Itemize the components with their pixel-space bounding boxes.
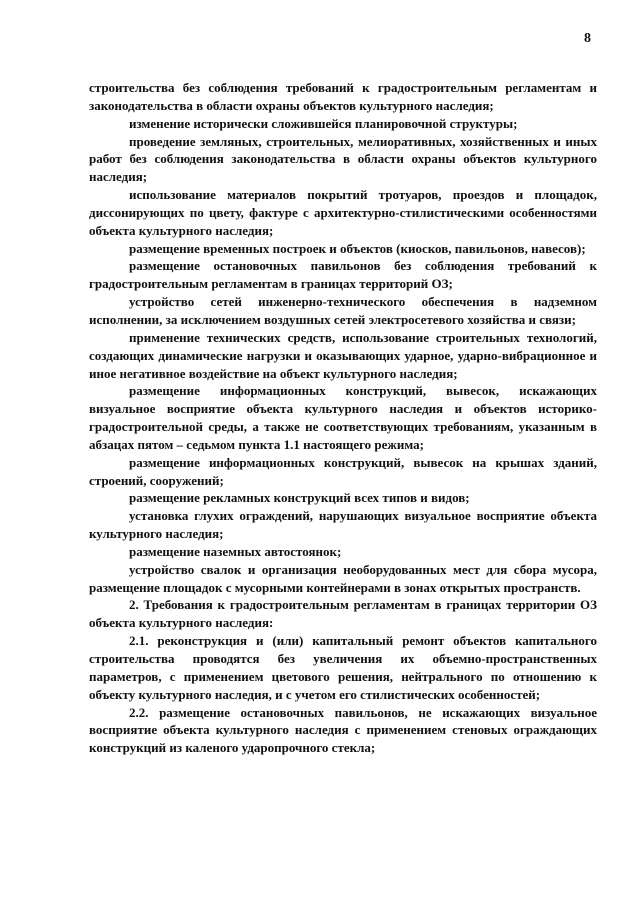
page-number: 8 — [584, 31, 591, 46]
list-item: применение технических средств, использование строительных технологий, создающих динамические нагрузки и оказывающих ударное, ударно-вибрационное и иное негативное воздействие на объект культурного наследия; — [89, 329, 597, 381]
list-item: размещение остановочных павильонов без соблюдения требований к градостроительным регламентам в границах территорий ОЗ; — [89, 258, 597, 292]
list-item: размещение временных построек и объектов (киосков, павильонов, навесов); — [129, 240, 586, 256]
list-item: размещение информационных конструкций, вывесок на крышах зданий, строений, сооружений; — [89, 454, 597, 488]
list-item: размещение информационных конструкций, вывесок, искажающих визуальное восприятие объекта культурного наследия и объектов историко-градостроительной среды, а также не соответствующих требованиям, указанным в абзацах пятом – седьмом пункта 1.1 настоящего режима; — [89, 383, 597, 452]
list-item: 2.1. реконструкция и (или) капитальный ремонт объектов капитального строительства проводятся без увеличения их объемно-пространственных параметров, с применением цветового решения, нейтрального по отношению к объекту культурного наследия, и с учетом его стилистических особенностей; — [89, 633, 597, 702]
list-item: проведение земляных, строительных, мелиоративных, хозяйственных и иных работ без соблюдения законодательства в области охраны объектов культурного наследия; — [89, 133, 597, 185]
list-item: установка глухих ограждений, нарушающих визуальное восприятие объекта культурного наследия; — [89, 508, 597, 542]
section-heading: 2. Требования к градостроительным регламентам в границах территории ОЗ объекта культурного наследия: — [89, 597, 597, 631]
list-item: устройство свалок и организация необорудованных мест для сбора мусора, размещение площадок с мусорными контейнерами в зонах открытых пространств. — [89, 561, 597, 595]
list-item: использование материалов покрытий тротуаров, проездов и площадок, диссонирующих по цвету, фактуре с архитектурно-стилистическими особенностями объекта культурного наследия; — [89, 187, 597, 238]
list-item: изменение исторически сложившейся планировочной структуры; — [129, 115, 518, 131]
list-item: 2.2. размещение остановочных павильонов, не искажающих визуальное восприятие объекта культурного наследия с применением стеновых ограждающих конструкций из каленого ударопрочного стекла; — [89, 704, 597, 756]
list-item: размещение наземных автостоянок; — [129, 543, 342, 559]
paragraph-continuation: строительства без соблюдения требований к градостроительным регламентам и законодательства в области охраны объектов культурного наследия; — [89, 80, 597, 113]
document-body — [89, 79, 597, 757]
list-item: устройство сетей инженерно-технического обеспечения в надземном исполнении, за исключением воздушных сетей электросетевого хозяйства и связи; — [89, 294, 597, 327]
list-item: размещение рекламных конструкций всех типов и видов; — [129, 490, 470, 506]
